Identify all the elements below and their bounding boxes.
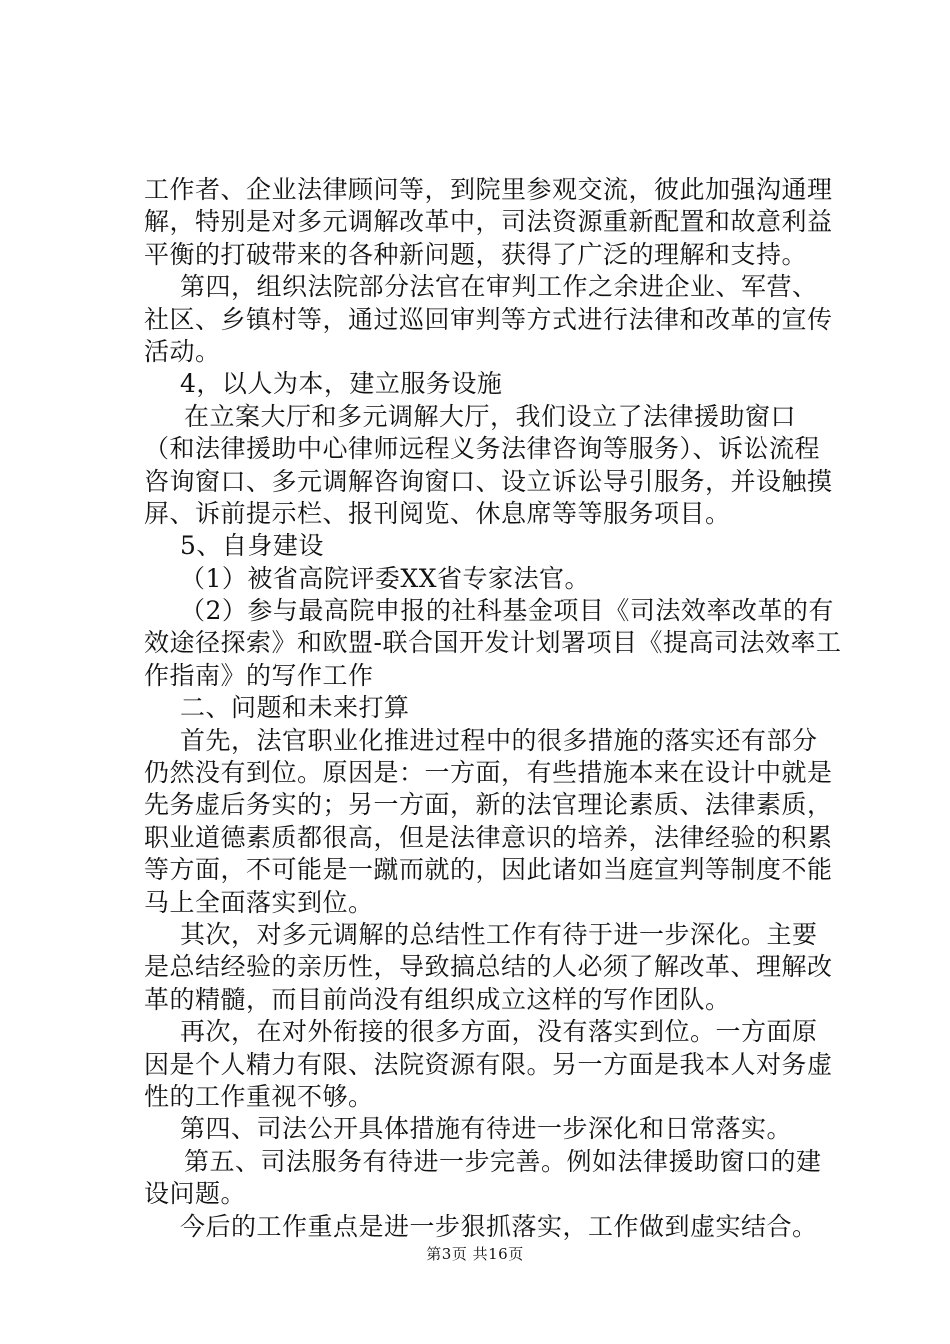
text-line: 因是个人精力有限、法院资源有限。另一方面是我本人对务虚: [144, 1049, 833, 1079]
text-line: 先务虚后务实的；另一方面，新的法官理论素质、法律素质，: [144, 790, 833, 820]
paragraph: [144, 401, 834, 531]
text-line: （和法律援助中心律师远程义务法律咨询等服务）、诉讼流程: [144, 434, 821, 464]
paragraph: [144, 1113, 834, 1145]
text-line: 平衡的打破带来的各种新问题，获得了广泛的理解和支持。: [144, 239, 808, 269]
paragraph: [144, 563, 834, 595]
paragraph: [144, 174, 834, 271]
text-line: 今后的工作重点是进一步狠抓落实，工作做到虚实结合。: [180, 1211, 818, 1241]
text-line: 性的工作重视不够。: [144, 1081, 374, 1111]
text-line: 作指南》的写作工作: [144, 660, 374, 690]
text-line: 二、问题和未来打算: [180, 693, 410, 723]
text-line: 第四、司法公开具体措施有待进一步深化和日常落实。: [180, 1114, 793, 1144]
text-line: 社区、乡镇村等，通过巡回审判等方式进行法律和改革的宣传: [144, 304, 833, 334]
text-line: 效途径探索》和欧盟-联合国开发计划署项目《提高司法效率工: [144, 628, 842, 658]
text-line: 等方面，不可能是一蹴而就的，因此诸如当庭宣判等制度不能: [144, 855, 833, 885]
text-line: 5、自身建设: [180, 531, 324, 561]
text-line: 咨询窗口、多元调解咨询窗口、设立诉讼导引服务，并设触摸: [144, 466, 833, 496]
text-line: 马上全面落实到位。: [144, 887, 374, 917]
text-line: 革的精髓，而目前尚没有组织成立这样的写作团队。: [144, 984, 731, 1014]
text-line: 在立案大厅和多元调解大厅，我们设立了法律援助窗口: [184, 401, 797, 431]
text-line: 首先，法官职业化推进过程中的很多措施的落实还有部分: [180, 725, 818, 755]
text-line: 是总结经验的亲历性，导致搞总结的人必须了解改革、理解改: [144, 952, 833, 982]
text-line: （1）被省高院评委XX省专家法官。: [180, 563, 591, 593]
paragraph: [144, 1146, 834, 1211]
paragraph: [144, 692, 834, 724]
text-line: 屏、诉前提示栏、报刊阅览、休息席等等服务项目。: [144, 498, 731, 528]
text-line: 仍然没有到位。原因是：一方面，有些措施本来在设计中就是: [144, 758, 833, 788]
text-line: 活动。: [144, 336, 221, 366]
text-line: 4，以人为本，建立服务设施: [180, 369, 503, 399]
paragraph: [144, 725, 834, 919]
text-line: 再次，在对外衔接的很多方面，没有落实到位。一方面原: [180, 1017, 818, 1047]
page-number: 第3页 共16页: [426, 1245, 524, 1263]
text-line: 第四，组织法院部分法官在审判工作之余进企业、军营、: [180, 272, 818, 302]
paragraph: [144, 530, 834, 562]
text-line: 其次，对多元调解的总结性工作有待于进一步深化。主要: [180, 919, 818, 949]
text-line: （2）参与最高院申报的社科基金项目《司法效率改革的有: [180, 596, 834, 626]
paragraph: [144, 1211, 834, 1243]
paragraph: [144, 919, 834, 1016]
text-line: 工作者、企业法律顾问等，到院里参观交流，彼此加强沟通理: [144, 175, 833, 204]
page-footer: [0, 1244, 950, 1264]
paragraph: [144, 271, 834, 368]
document-body: [144, 174, 842, 1243]
text-line: 职业道德素质都很高，但是法律意识的培养，法律经验的积累: [144, 822, 833, 852]
paragraph: [144, 1016, 834, 1113]
text-line: 设问题。: [144, 1179, 247, 1209]
text-line: 解，特别是对多元调解改革中，司法资源重新配置和故意利益: [144, 207, 833, 237]
text-line: 第五、司法服务有待进一步完善。例如法律援助窗口的建: [184, 1146, 822, 1176]
paragraph: [144, 595, 842, 692]
paragraph: [144, 368, 834, 400]
